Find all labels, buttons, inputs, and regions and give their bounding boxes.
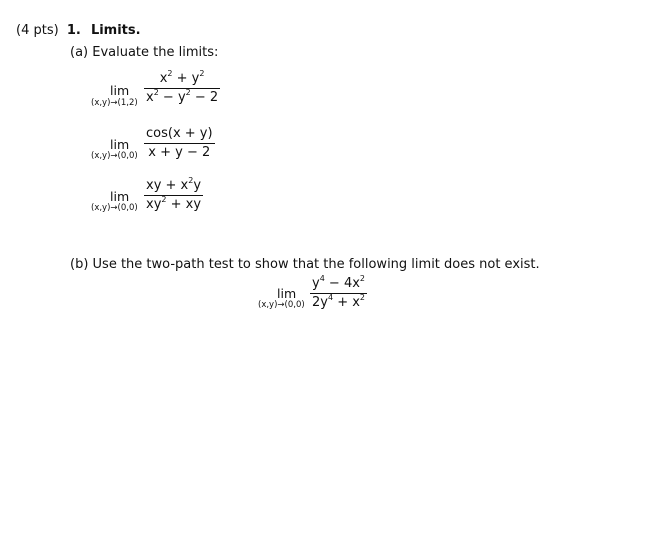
math-text: cos(x + y) [146,126,213,141]
points-label: (4 pts) [16,23,59,38]
math-text: 2y [312,295,328,310]
math-text: + x [333,295,360,310]
math-text: y [193,178,202,193]
math-exponent: 2 [188,176,194,185]
fraction [144,126,215,160]
lim-keyword: lim [277,286,297,301]
math-exponent: 2 [153,88,159,97]
denominator [310,294,367,310]
math-exponent: 2 [359,274,366,283]
lim-approach: (x,y)→(0,0) [91,151,138,161]
fraction [144,71,220,105]
lim-approach: (x,y)→(0,0) [91,203,138,213]
math-exponent: 2 [359,293,366,302]
math-text: x [159,71,168,86]
math-exponent: 2 [185,88,191,97]
denominator [144,196,203,212]
math-exponent: 4 [327,293,334,302]
fraction [310,276,367,310]
problem-header [16,23,141,38]
numerator [158,71,207,88]
math-text: − 4x [324,276,360,291]
lim-approach: (x,y)→(1,2) [91,98,138,108]
numerator [310,276,367,293]
denominator [144,89,220,105]
lim-approach: (x,y)→(0,0) [258,300,305,310]
math-text: xy + x [146,178,189,193]
math-exponent: 2 [199,69,205,78]
lim-keyword: lim [110,83,130,98]
math-exponent: 4 [319,274,325,283]
part-b-label: (b) Use the two-path test to show that the following limit does not exist. [70,257,540,272]
math-exponent: 2 [161,195,167,204]
math-text: xy [146,197,162,212]
numerator [144,178,203,195]
math-text: + xy [166,197,202,212]
denominator [146,144,212,160]
math-text: y [312,276,320,291]
math-text: x [146,90,154,105]
part-a-label: (a) Evaluate the limits: [70,45,219,60]
lim-keyword: lim [110,137,130,152]
math-text: x + y − 2 [148,145,211,160]
math-text: + y [172,71,200,86]
math-text: − 2 [190,90,219,105]
math-text: − y [158,90,186,105]
lim-keyword: lim [110,189,130,204]
math-exponent: 2 [167,69,173,78]
problem-number: 1. [66,23,81,38]
numerator [144,126,215,143]
problem-title: Limits. [90,23,141,38]
fraction [144,178,203,212]
